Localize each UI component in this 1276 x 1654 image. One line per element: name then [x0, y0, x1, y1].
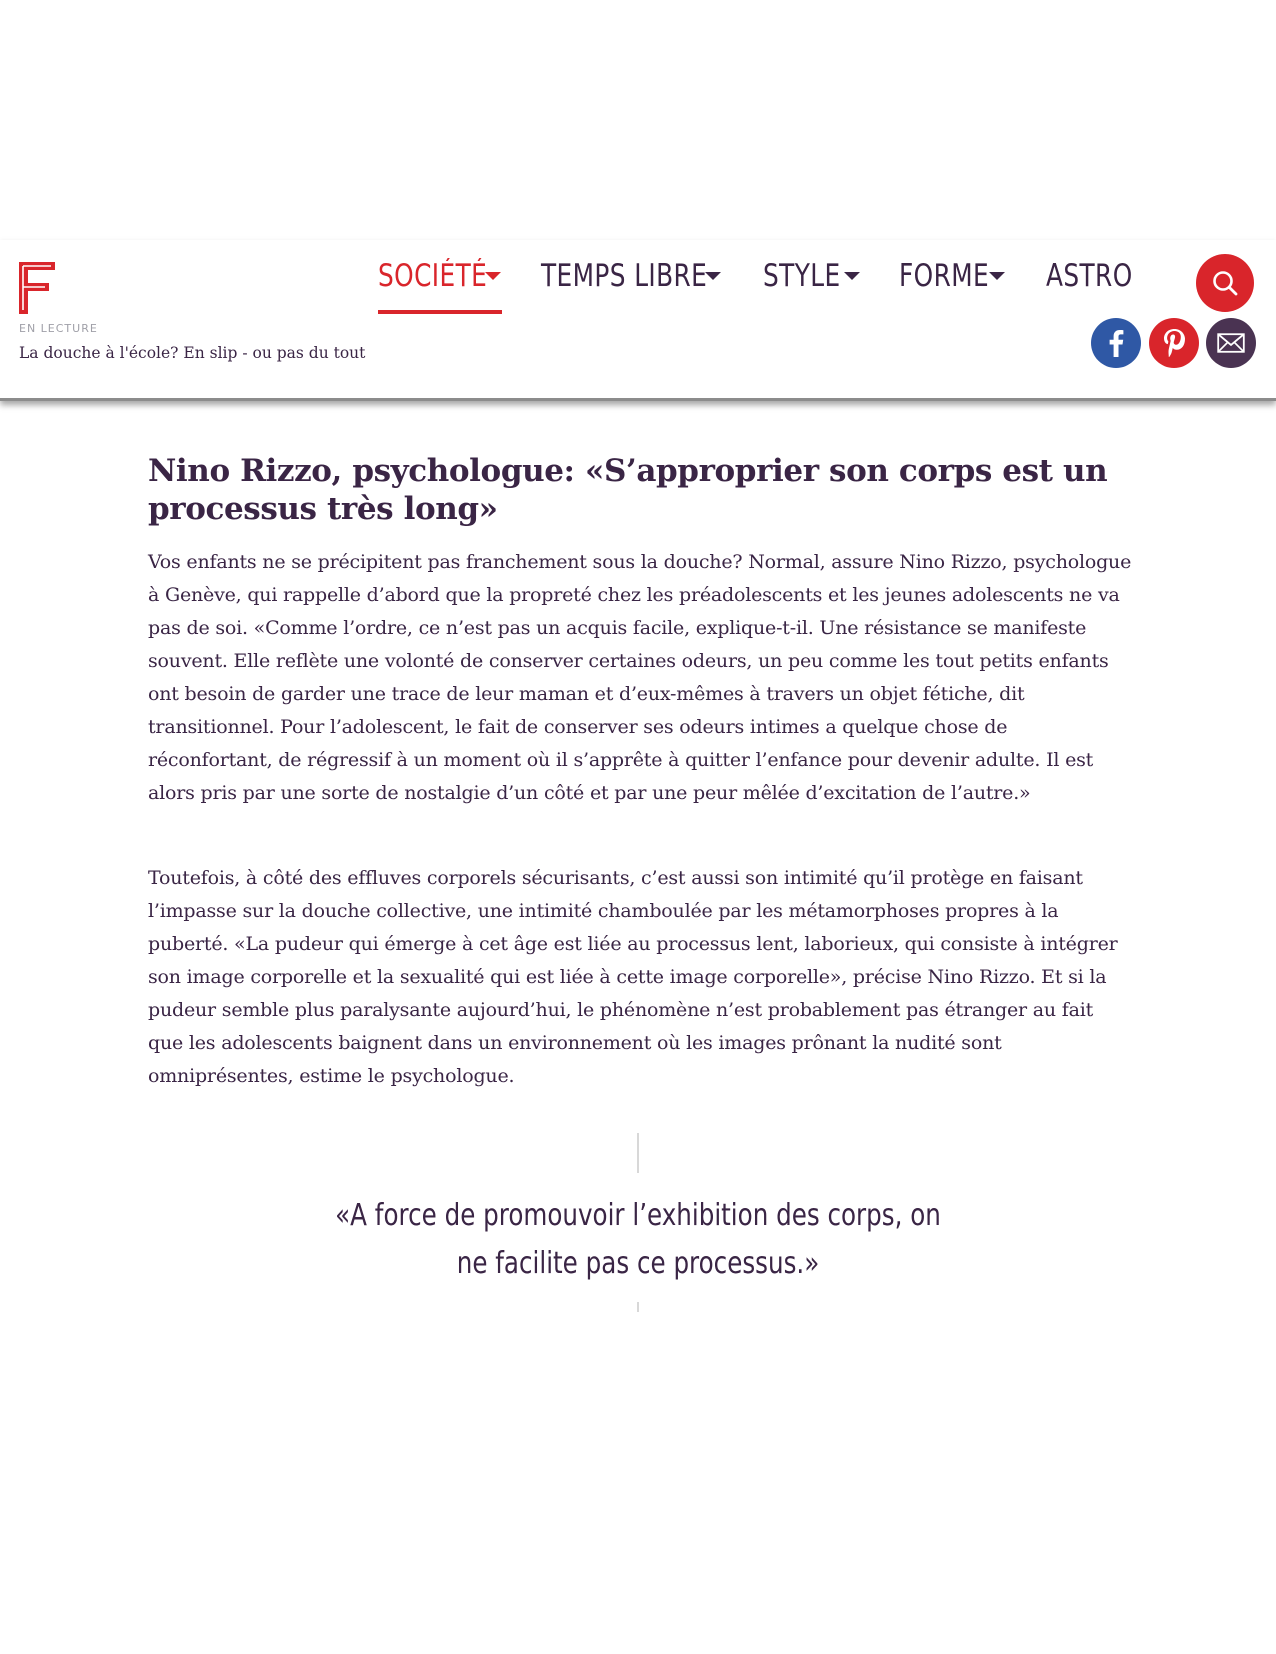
nav-item-astro[interactable] [1046, 258, 1154, 318]
article-heading: Nino Rizzo, psychologue: «S’approprier son corps est un processus très long» [148, 453, 1108, 527]
chevron-down-icon [705, 272, 721, 280]
nav-label: ASTRO [1046, 258, 1133, 294]
reading-title[interactable]: La douche à l'école? En slip - ou pas du tout [19, 344, 366, 362]
site-logo[interactable] [19, 262, 55, 314]
nav-label: FORME [899, 258, 990, 294]
envelope-icon [1217, 333, 1245, 353]
article-paragraph [148, 546, 1133, 810]
search-icon [1211, 269, 1239, 297]
nav-label: TEMPS LIBRE [541, 258, 708, 294]
pull-quote-text: «A force de promouvoir l’exhibition des corps, on ne facilite pas ce processus.» [335, 1198, 941, 1281]
search-button[interactable] [1196, 254, 1254, 312]
article-heading-block [148, 452, 1128, 528]
quote-divider-bottom [637, 1302, 639, 1312]
quote-divider-top [637, 1133, 639, 1173]
nav-item-style[interactable] [763, 258, 860, 318]
email-share-button[interactable] [1206, 318, 1256, 368]
nav-item-forme[interactable] [899, 258, 1012, 318]
nav-label: SOCIÉTÉ [378, 258, 488, 294]
paragraph-text: Toutefois, à côté des effluves corporels sécurisants, c’est aussi son intimité qu’il protège en faisant l’impasse sur la douche collective, une intimité chamboulée par les métamorphoses propres à la puberté. «La pudeur qui émerge à cet âge est liée au processus lent, laborieux, qui consiste à intégrer son image corporelle et la sexualité qui est liée à cette image corporelle», précise Nino Rizzo. Et si la pudeur semble plus paralysante aujourd’hui, le phénomène n’est probablement pas étranger au fait que les adolescents baignent dans un environnement où les images prônant la nudité sont omniprésentes, estime le psychologue. [148, 867, 1118, 1087]
nav-item-temps-libre[interactable] [541, 258, 749, 318]
chevron-down-icon [844, 272, 860, 280]
article-paragraph [148, 862, 1133, 1093]
paragraph-text: Vos enfants ne se précipitent pas franchement sous la douche? Normal, assure Nino Rizzo, psychologue à Genève, qui rappelle d’abord que la propreté chez les préadolescents et les jeunes adolescents ne va pas de soi. «Comme l’ordre, ce n’est pas un acquis facile, explique-t-il. Une résistance se manifeste souvent. Elle reflète une volonté de conserver certaines odeurs, un peu comme les tout petits enfants ont besoin de garder une trace de leur maman et d’eux-mêmes à travers un objet fétiche, dit transitionnel. Pour l’adolescent, le fait de conserver ses odeurs intimes a quelque chose de réconfortant, de régressif à un moment où il s’apprête à quitter l’enfance pour devenir adulte. Il est alors pris par une sorte de nostalgie d’un côté et par une peur mêlée d’excitation de l’autre.» [148, 551, 1132, 804]
site-header [0, 240, 1276, 401]
pull-quote [258, 1192, 1018, 1288]
nav-item-societe[interactable] [378, 258, 514, 318]
pinterest-icon [1162, 328, 1186, 358]
facebook-share-button[interactable] [1091, 318, 1141, 368]
facebook-icon [1108, 329, 1124, 357]
pinterest-share-button[interactable] [1149, 318, 1199, 368]
chevron-down-icon [989, 272, 1005, 280]
nav-label: STYLE [763, 258, 841, 294]
reading-kicker: EN LECTURE [19, 322, 98, 335]
chevron-down-icon [485, 272, 501, 280]
active-underline [378, 310, 502, 314]
